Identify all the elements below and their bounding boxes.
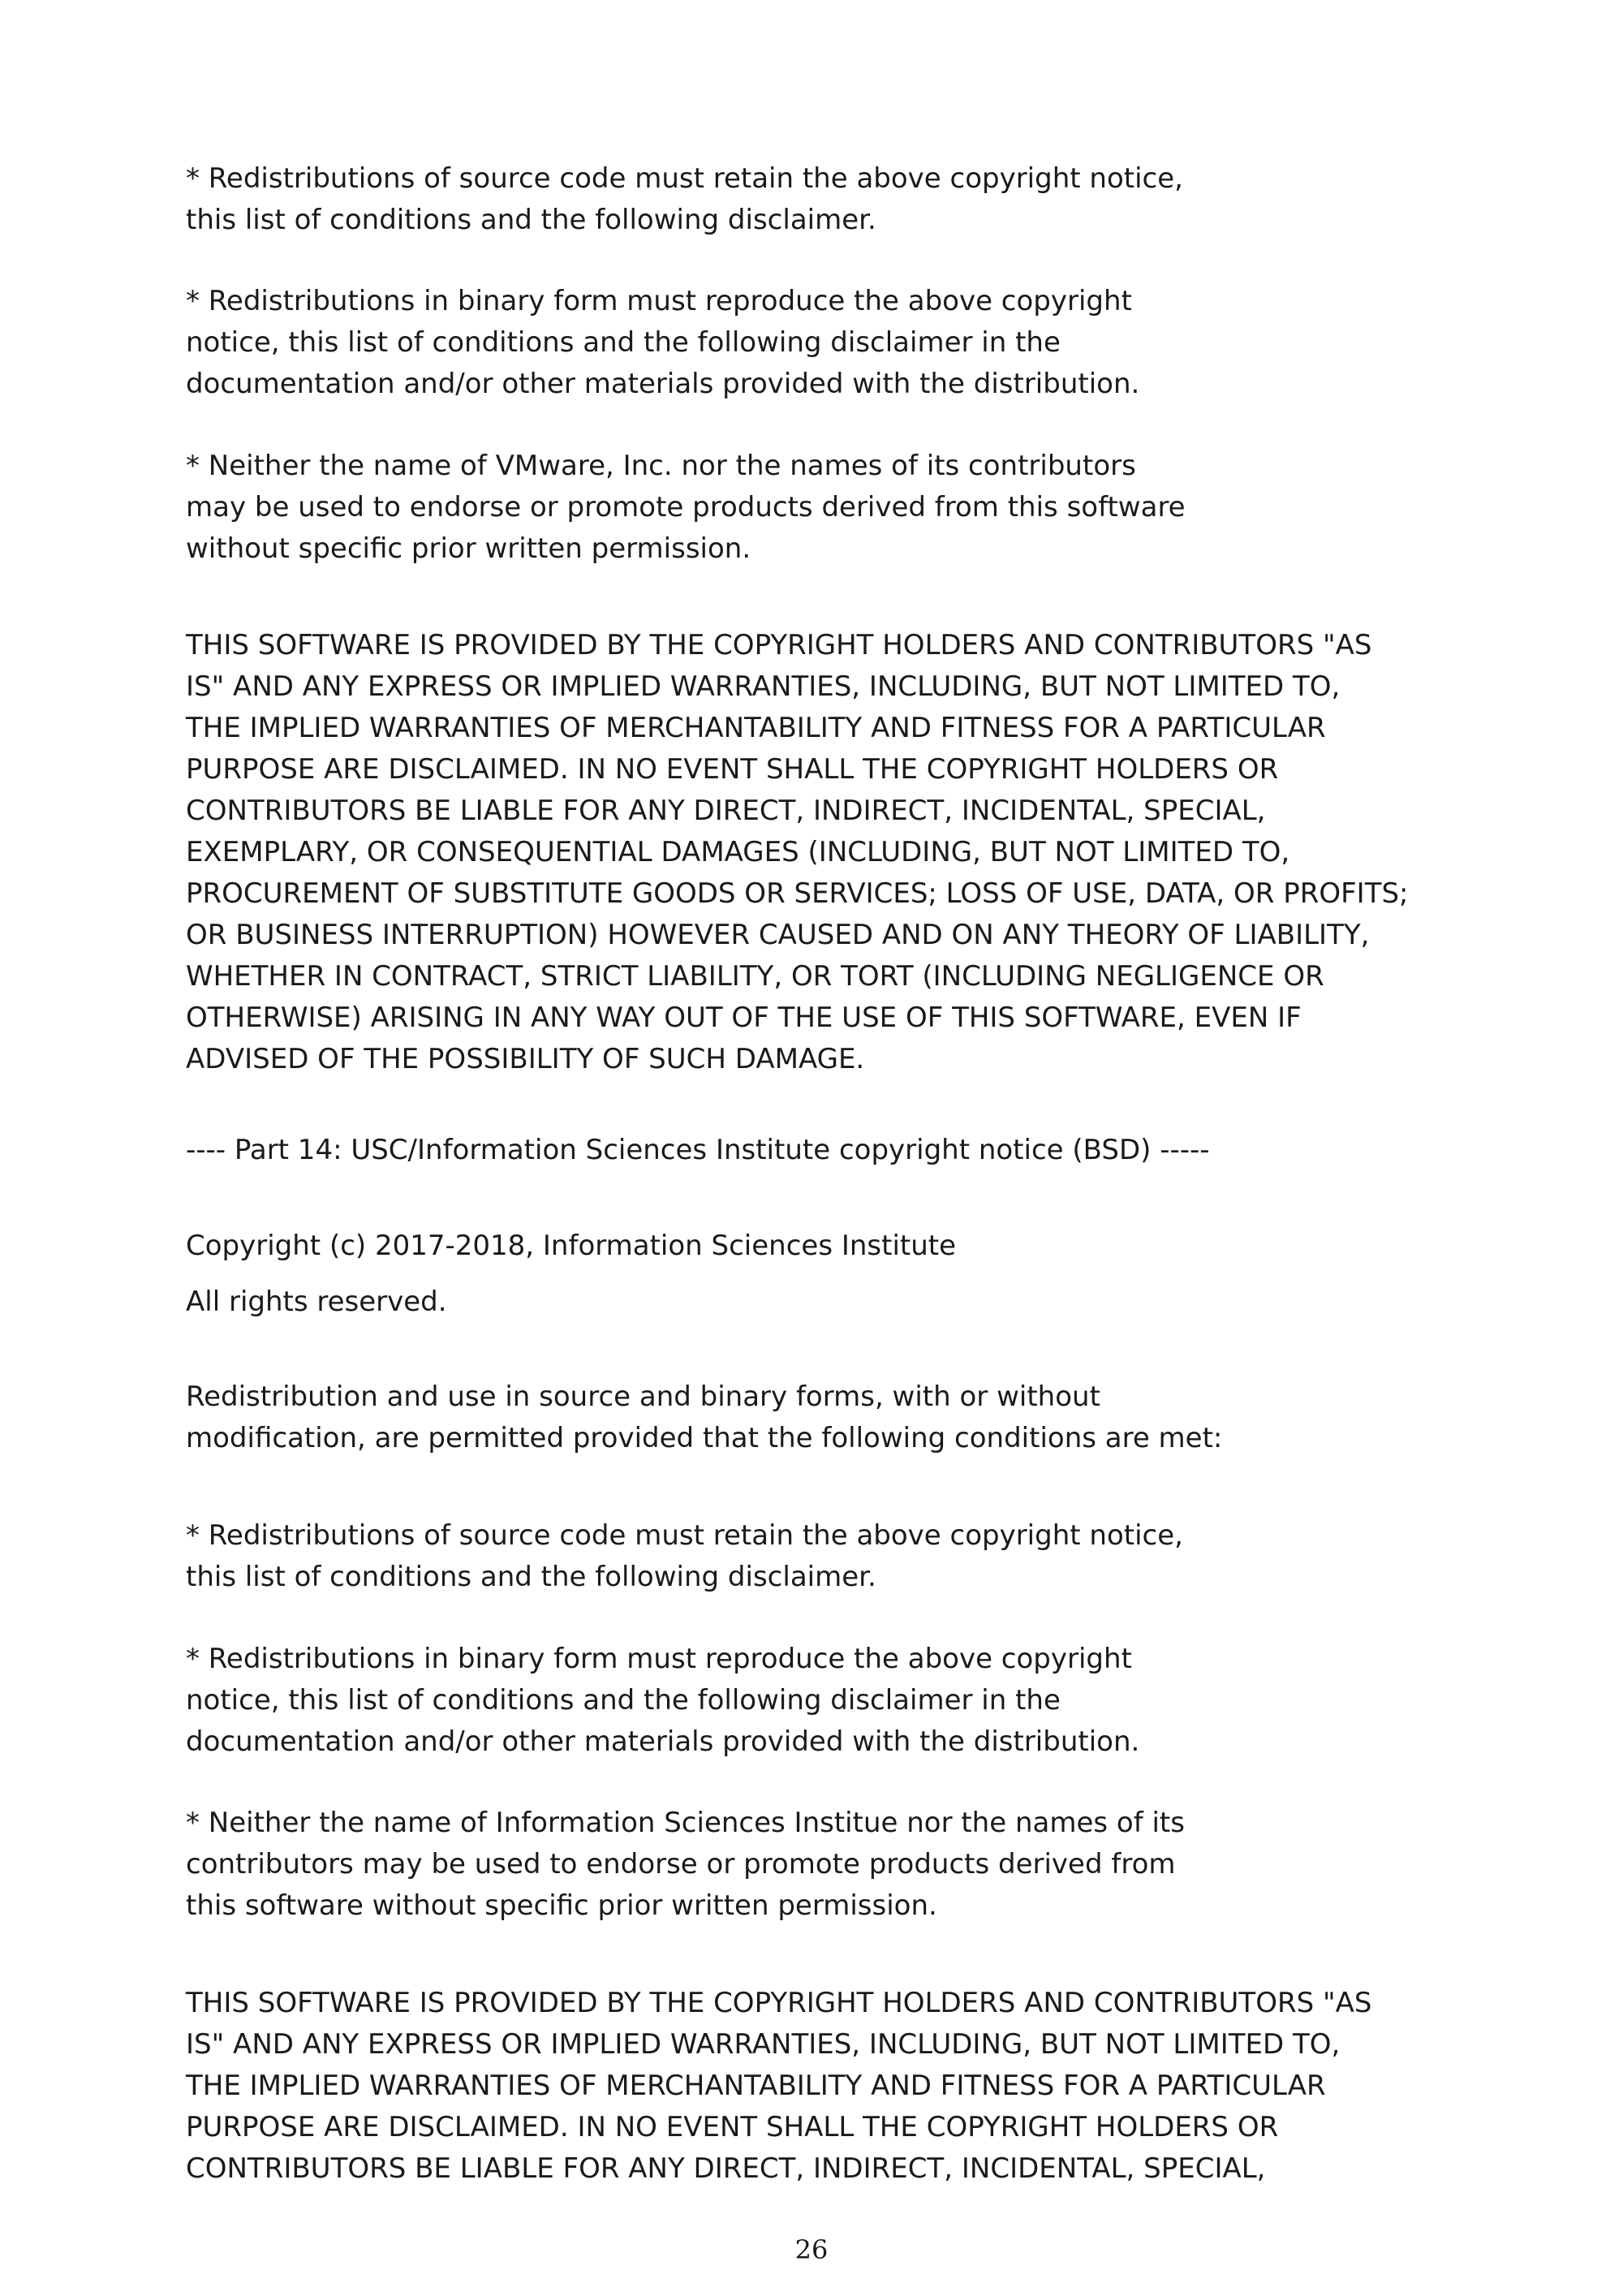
text-line: OR BUSINESS INTERRUPTION) HOWEVER CAUSED AND ON ANY THEORY OF LIABILITY, bbox=[186, 919, 1370, 951]
text-line: IS" AND ANY EXPRESS OR IMPLIED WARRANTIES, INCLUDING, BUT NOT LIMITED TO, bbox=[186, 2028, 1341, 2061]
isi-condition-endorse bbox=[186, 1803, 1452, 1927]
text-line: documentation and/or other materials provided with the distribution. bbox=[186, 368, 1140, 400]
copyright-line bbox=[186, 1226, 1452, 1267]
text-line: * Redistributions in binary form must reproduce the above copyright bbox=[186, 1643, 1132, 1675]
text-line: THIS SOFTWARE IS PROVIDED BY THE COPYRIGHT HOLDERS AND CONTRIBUTORS "AS bbox=[186, 629, 1372, 661]
text-line: notice, this list of conditions and the following disclaimer in the bbox=[186, 326, 1061, 359]
text-line: contributors may be used to endorse or promote products derived from bbox=[186, 1848, 1176, 1880]
text-line: modification, are permitted provided that the following conditions are met: bbox=[186, 1422, 1223, 1454]
text-line: PROCUREMENT OF SUBSTITUTE GOODS OR SERVICES; LOSS OF USE, DATA, OR PROFITS; bbox=[186, 877, 1409, 910]
text-line: ---- Part 14: USC/Information Sciences Institute copyright notice (BSD) ----- bbox=[186, 1134, 1210, 1166]
text-line: THIS SOFTWARE IS PROVIDED BY THE COPYRIGHT HOLDERS AND CONTRIBUTORS "AS bbox=[186, 1987, 1372, 2019]
page-number: 26 bbox=[794, 2234, 829, 2265]
text-line: THE IMPLIED WARRANTIES OF MERCHANTABILITY AND FITNESS FOR A PARTICULAR bbox=[186, 2070, 1326, 2102]
text-line: * Redistributions of source code must retain the above copyright notice, bbox=[186, 1519, 1183, 1552]
vmware-condition-binary bbox=[186, 281, 1452, 405]
text-line: this list of conditions and the following disclaimer. bbox=[186, 204, 876, 236]
text-line: * Neither the name of VMware, Inc. nor the names of its contributors bbox=[186, 450, 1136, 482]
text-line: * Redistributions in binary form must reproduce the above copyright bbox=[186, 285, 1132, 317]
text-line: CONTRIBUTORS BE LIABLE FOR ANY DIRECT, INDIRECT, INCIDENTAL, SPECIAL, bbox=[186, 795, 1266, 827]
text-line: PURPOSE ARE DISCLAIMED. IN NO EVENT SHALL THE COPYRIGHT HOLDERS OR bbox=[186, 753, 1279, 786]
text-line: EXEMPLARY, OR CONSEQUENTIAL DAMAGES (INCLUDING, BUT NOT LIMITED TO, bbox=[186, 836, 1290, 868]
text-line: OTHERWISE) ARISING IN ANY WAY OUT OF THE USE OF THIS SOFTWARE, EVEN IF bbox=[186, 1002, 1302, 1034]
text-line: documentation and/or other materials provided with the distribution. bbox=[186, 1725, 1140, 1758]
text-line: this list of conditions and the following disclaimer. bbox=[186, 1561, 876, 1593]
rights-reserved-line bbox=[186, 1282, 1452, 1323]
text-line: PURPOSE ARE DISCLAIMED. IN NO EVENT SHALL THE COPYRIGHT HOLDERS OR bbox=[186, 2111, 1279, 2143]
vmware-condition-source bbox=[186, 158, 1452, 241]
text-line: All rights reserved. bbox=[186, 1286, 447, 1318]
isi-disclaimer bbox=[186, 1983, 1452, 2190]
isi-condition-source bbox=[186, 1515, 1452, 1598]
redistribution-intro bbox=[186, 1376, 1452, 1459]
text-line: * Redistributions of source code must retain the above copyright notice, bbox=[186, 162, 1183, 195]
text-line: THE IMPLIED WARRANTIES OF MERCHANTABILITY AND FITNESS FOR A PARTICULAR bbox=[186, 712, 1326, 744]
vmware-condition-endorse bbox=[186, 446, 1452, 570]
text-line: may be used to endorse or promote products derived from this software bbox=[186, 491, 1186, 523]
text-line: notice, this list of conditions and the following disclaimer in the bbox=[186, 1684, 1061, 1717]
text-line: Copyright (c) 2017-2018, Information Sciences Institute bbox=[186, 1230, 957, 1262]
text-line: ADVISED OF THE POSSIBILITY OF SUCH DAMAGE. bbox=[186, 1043, 865, 1075]
isi-condition-binary bbox=[186, 1639, 1452, 1763]
text-line: CONTRIBUTORS BE LIABLE FOR ANY DIRECT, INDIRECT, INCIDENTAL, SPECIAL, bbox=[186, 2152, 1266, 2185]
vmware-disclaimer bbox=[186, 625, 1452, 1080]
text-line: WHETHER IN CONTRACT, STRICT LIABILITY, OR TORT (INCLUDING NEGLIGENCE OR bbox=[186, 960, 1324, 993]
section-heading-part-14 bbox=[186, 1130, 1452, 1171]
text-line: Redistribution and use in source and binary forms, with or without bbox=[186, 1381, 1100, 1413]
text-line: IS" AND ANY EXPRESS OR IMPLIED WARRANTIES, INCLUDING, BUT NOT LIMITED TO, bbox=[186, 670, 1341, 703]
text-line: this software without specific prior written permission. bbox=[186, 1889, 937, 1922]
text-line: without specific prior written permission. bbox=[186, 532, 751, 565]
text-line: * Neither the name of Information Sciences Institue nor the names of its bbox=[186, 1807, 1185, 1839]
